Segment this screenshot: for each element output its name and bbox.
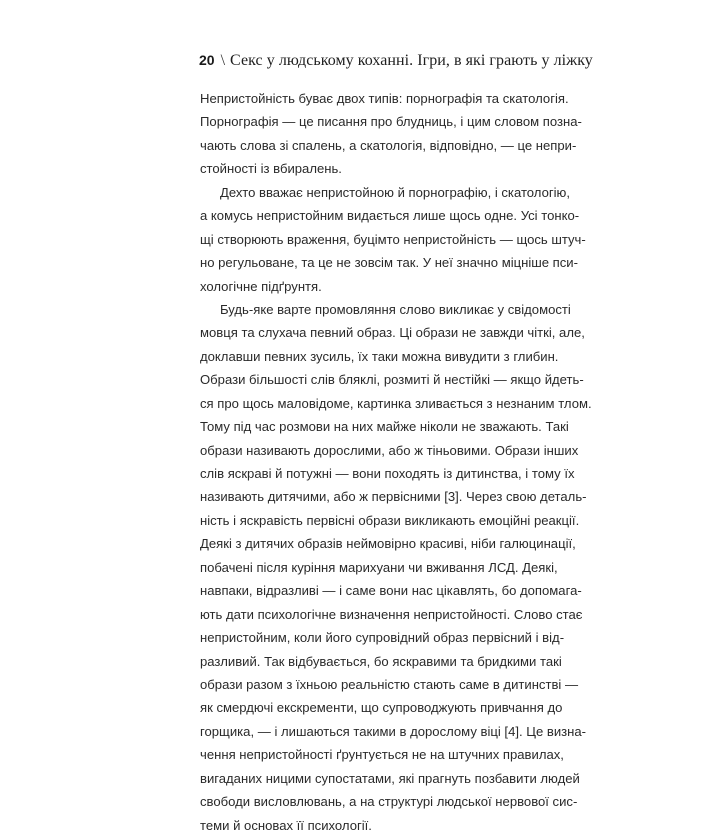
book-title: Секс у людському коханні. Ігри, в які грають у ліжку — [230, 52, 593, 69]
text-line: вигаданих ницими супостатами, які прагнуть позбавити людей — [200, 770, 580, 786]
text-line: Деякі з дитячих образів неймовірно красиві, ніби галюцинації, — [200, 536, 576, 552]
text-line: образи разом з їхньою реальністю стають саме в дитинстві — — [200, 676, 579, 692]
text-line: називають дитячими, або ж первісними [3]. Через свою деталь- — [200, 489, 587, 505]
text-line: Тому під час розмови на них майже ніколи не зважають. Такі — [200, 419, 569, 435]
text-line: щі створюють враження, буцімто непристойність — щось штуч- — [200, 231, 586, 247]
text-line: навпаки, відразливі — і саме вони нас цікавлять, бо допомага- — [200, 583, 582, 599]
text-line: непристойним, коли його супровідний образ первісний і від- — [200, 630, 565, 646]
text-line: ють дати психологічне визначення непристойності. Слово стає — [200, 606, 583, 622]
text-line: теми й основах її психології. — [200, 817, 372, 833]
text-line: образи називають дорослими, або ж тіньовими. Образи інших — [200, 442, 579, 458]
text-line: свободи висловлювань, а на структурі людської нервової сис- — [200, 794, 578, 810]
text-line: Порнографія — це писання про блудниць, і цим словом позна- — [200, 114, 582, 130]
text-line: слів яскраві й потужні — вони походять із дитинства, і тому їх — [200, 466, 575, 481]
text-line: ся про щось маловідоме, картинка зливається з незнаним тлом. — [200, 395, 592, 411]
text-line: стойності із вбиралень. — [200, 161, 342, 177]
text-line: ність і яскравість первісні образи викликають емоційні реакції. — [200, 512, 580, 528]
header-separator: \ — [220, 52, 226, 69]
text-line: хологічне підґрунтя. — [200, 278, 322, 294]
running-header — [199, 50, 619, 70]
text-line: мовця та слухача певний образ. Ці образи не завжди чіткі, але, — [200, 325, 585, 341]
text-line: як смердючі екскременти, що супроводжують привчання до — [200, 700, 563, 716]
text-line: Дехто вважає непристойною й порнографію, і скатологію, — [220, 184, 571, 200]
text-line: Непристойність буває двох типів: порнографія та скатологія. — [200, 91, 569, 106]
text-line: разливий. Так відбувається, бо яскравими та бридкими такі — [200, 653, 562, 669]
body-text — [200, 87, 592, 837]
page-number: 20 — [199, 52, 215, 68]
text-line: горщика, — і лишаються такими в дорослому віці [4]. Це визна- — [200, 723, 587, 739]
text-line: побачені після куріння марихуани чи вживання ЛСД. Деякі, — [200, 559, 558, 575]
text-line: чають слова зі спалень, а скатологія, відповідно, — це непри- — [200, 137, 577, 153]
text-line: но регульоване, та це не зовсім так. У неї значно міцніше пси- — [200, 255, 578, 271]
text-line: а комусь непристойним видається лише щось одне. Усі тонко- — [200, 208, 580, 224]
text-line: Будь-яке варте промовляння слово викликає у свідомості — [220, 301, 571, 317]
text-line: доклавши певних зусиль, їх таки можна вивудити з глибин. — [200, 348, 559, 364]
text-line: Образи більшості слів бляклі, розмиті й нестійкі — якщо йдеть- — [200, 372, 584, 388]
text-line: чення непристойності ґрунтується не на штучних правилах, — [200, 747, 564, 763]
